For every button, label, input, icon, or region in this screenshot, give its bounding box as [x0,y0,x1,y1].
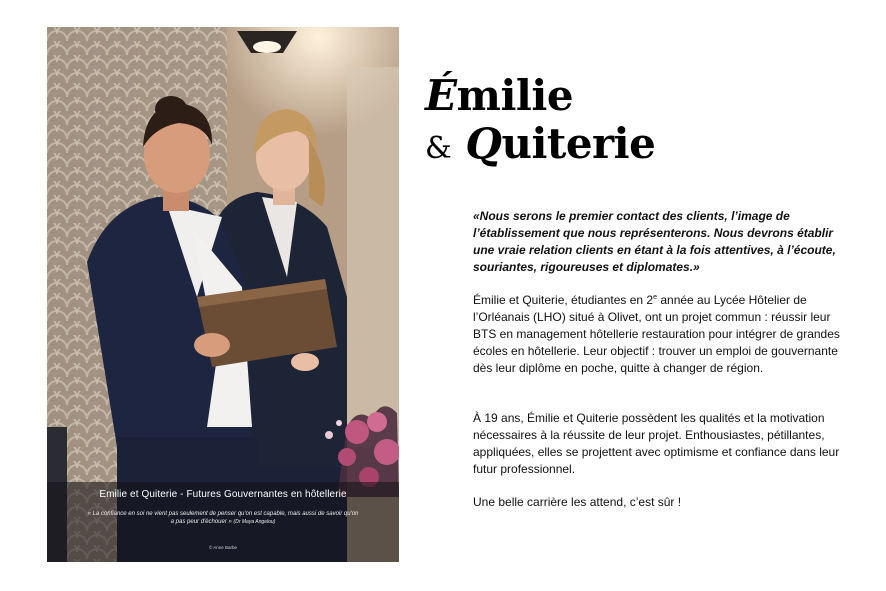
title-first-letter-1: É [425,71,457,120]
page-title [425,72,855,173]
caption-quote-author: (Dr Maya Angelou) [233,519,276,525]
photo-caption-quote [87,510,359,526]
paragraph-1-after: année au Lycée Hôtelier de l’Orléanais (LHO) situé à Olivet, ont un projet commun : réussir leur BTS en management hôtellerie restauration pour intégrer de grandes écoles en hôtellerie. Leur objectif : trouver un emploi de gouvernante dès leur diplôme en poche, quitte à changer de région. [473,293,840,375]
title-first-letter-2: Q [465,119,502,168]
title-ampersand: & [425,131,452,166]
photo-credit: © Anne Barbe [208,545,238,550]
title-line-2 [425,120,855,173]
article-photo [47,27,399,562]
paragraph-3: Une belle carrière les attend, c’est sûr ! [473,495,682,509]
paragraph-1-before: Émilie et Quiterie, étudiantes en 2 [473,293,654,307]
paragraph-2: À 19 ans, Émilie et Quiterie possèdent les qualités et la motivation nécessaires à la réussite de leur projet. Enthousiastes, pétillantes, appliquées, elles se projettent avec optimisme et confiance dans leur futur professionnel. [473,411,840,476]
paragraph-1-sup: e [653,294,658,301]
title-line-1 [425,72,855,120]
intro-quote: «Nous serons le premier contact des clients, l’image de l’établissement que nous représenterons. Nous devrons établir une vraie relation clients en étant à la fois attentives, à l’écoute, souriantes, rigoureuses et diplomates.» [473,209,836,274]
photo-caption-title: Emilie et Quiterie - Futures Gouvernantes en hôtellerie [99,489,347,500]
caption-quote-text: « La confiance en soi ne vient pas seulement de penser qu'on est capable, mais aussi de savoir qu'on a pas peur d'échouer » [87,511,359,525]
title-rest-1: milie [456,71,574,120]
paragraph-1 [473,292,853,377]
title-rest-2: uiterie [501,119,656,168]
